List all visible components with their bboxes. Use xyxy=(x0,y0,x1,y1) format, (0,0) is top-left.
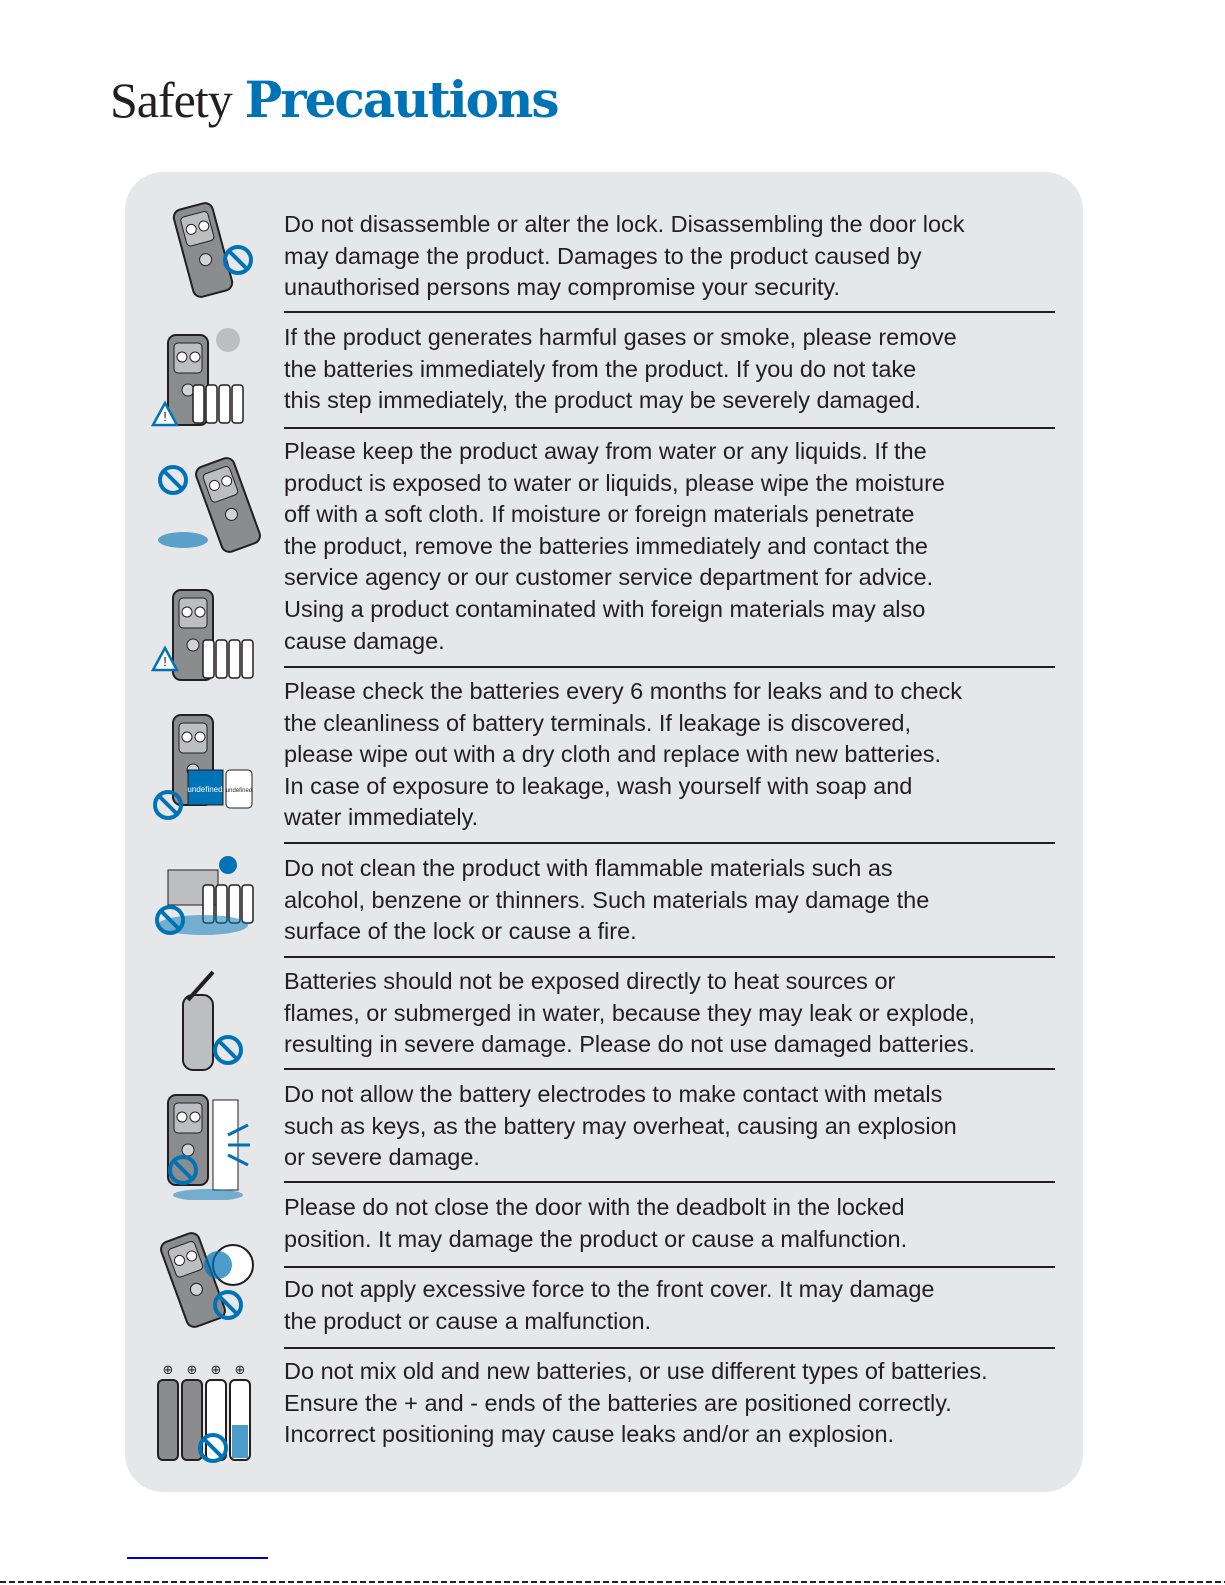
precaution-text-line: resulting in severe damage. Please do not use damaged batteries. xyxy=(284,1031,976,1058)
divider xyxy=(284,311,1055,313)
divider xyxy=(284,1068,1055,1070)
precaution-text-line: Please keep the product away from water or any liquids. If the xyxy=(284,438,927,464)
precaution-item xyxy=(284,1079,1064,1174)
precaution-text-line: the cleanliness of battery terminals. If leakage is discovered, xyxy=(284,709,911,736)
precaution-item xyxy=(284,676,1064,834)
divider xyxy=(284,427,1055,429)
precaution-text-line: unauthorised persons may compromise your security. xyxy=(284,274,840,301)
divider xyxy=(284,1266,1055,1268)
battery-metal-contact-prohibited-icon xyxy=(148,1090,263,1200)
battery-heat-prohibited-icon xyxy=(148,970,263,1080)
mixed-batteries-prohibited-icon xyxy=(148,1360,263,1470)
disassemble-prohibited-icon xyxy=(148,195,263,305)
precaution-text-line: may damage the product. Damages to the product caused by xyxy=(284,242,922,269)
battery-leak-check-icon xyxy=(148,710,263,820)
svg-text:undefined: undefined xyxy=(187,785,223,794)
flammable-cleaner-prohibited-icon xyxy=(148,850,263,960)
title-safety: Safety xyxy=(110,72,232,128)
precaution-text-line: water immediately. xyxy=(284,804,479,831)
precaution-text-line: Using a product contaminated with foreign materials may also xyxy=(284,595,926,622)
divider xyxy=(284,956,1055,958)
prohibition-icon xyxy=(160,467,186,493)
smoke-remove-batteries-icon xyxy=(148,320,263,430)
precaution-item xyxy=(284,853,1064,948)
precaution-text-line: service agency or our customer service department for advice. xyxy=(284,564,934,591)
precaution-item xyxy=(284,966,1064,1061)
precaution-text-line: the batteries immediately from the product. If you do not take xyxy=(284,355,917,382)
precaution-text-line: cause damage. xyxy=(284,627,445,654)
precaution-text-line: this step immediately, the product may be severely damaged. xyxy=(284,387,921,414)
precaution-item xyxy=(284,322,1064,417)
precaution-text-line: please wipe out with a dry cloth and replace with new batteries. xyxy=(284,741,942,768)
precaution-text-line: Do not clean the product with flammable materials such as xyxy=(284,855,893,881)
precaution-text-line: Do not apply excessive force to the front cover. It may damage xyxy=(284,1276,935,1302)
precaution-text-line: product is exposed to water or liquids, please wipe the moisture xyxy=(284,469,945,496)
precaution-text-line: surface of the lock or cause a fire. xyxy=(284,918,637,945)
svg-text:!: ! xyxy=(163,654,167,669)
precaution-text-line: Do not disassemble or alter the lock. Disassembling the door lock xyxy=(284,211,965,237)
precaution-item xyxy=(284,209,1064,304)
divider xyxy=(284,842,1055,844)
footer-line xyxy=(127,1557,268,1559)
svg-text:⊕: ⊕ xyxy=(186,1363,198,1378)
svg-text:⊕: ⊕ xyxy=(234,1363,246,1378)
deadbolt-door-prohibited-icon xyxy=(148,1225,263,1335)
precaution-item xyxy=(284,1192,1064,1255)
divider xyxy=(284,1347,1055,1349)
precaution-text-line: Batteries should not be exposed directly to heat sources or xyxy=(284,968,896,994)
prohibition-icon xyxy=(225,247,251,273)
precaution-text-line: or severe damage. xyxy=(284,1144,480,1171)
precaution-text-line: flames, or submerged in water, because they may leak or explode, xyxy=(284,999,976,1026)
divider xyxy=(284,1181,1055,1183)
svg-text:undefined: undefined xyxy=(225,788,253,794)
title-precautions: Precautions xyxy=(244,70,558,129)
precaution-text-line: the product, remove the batteries immediately and contact the xyxy=(284,532,928,559)
water-prohibited-icon xyxy=(148,455,263,565)
precaution-text-line: off with a soft cloth. If moisture or foreign materials penetrate xyxy=(284,501,915,528)
svg-text:⊕: ⊕ xyxy=(210,1363,222,1378)
precaution-text-line: position. It may damage the product or cause a malfunction. xyxy=(284,1225,908,1252)
precaution-text-line: In case of exposure to leakage, wash yourself with soap and xyxy=(284,772,913,799)
precaution-text-line: Please do not close the door with the deadbolt in the locked xyxy=(284,1194,905,1220)
water-prohibited-icon xyxy=(148,585,263,695)
precaution-item xyxy=(284,1356,1064,1451)
precaution-item xyxy=(284,436,1064,657)
page-title xyxy=(110,70,558,129)
divider xyxy=(284,666,1055,668)
precaution-text-line: If the product generates harmful gases or smoke, please remove xyxy=(284,324,957,350)
precaution-text-line: Incorrect positioning may cause leaks and/or an explosion. xyxy=(284,1421,895,1448)
svg-text:⊕: ⊕ xyxy=(162,1363,174,1378)
precaution-text-line: Ensure the + and - ends of the batteries are positioned correctly. xyxy=(284,1389,952,1416)
precaution-item xyxy=(284,1274,1064,1337)
svg-text:!: ! xyxy=(163,409,167,424)
prohibition-icon xyxy=(215,1037,241,1063)
precaution-text-line: Do not allow the battery electrodes to make contact with metals xyxy=(284,1081,943,1107)
precaution-text-line: alcohol, benzene or thinners. Such materials may damage the xyxy=(284,886,930,913)
precaution-text-line: Do not mix old and new batteries, or use different types of batteries. xyxy=(284,1358,988,1384)
precaution-text-line: Please check the batteries every 6 months for leaks and to check xyxy=(284,678,962,704)
precaution-text-line: such as keys, as the battery may overheat, causing an explosion xyxy=(284,1112,957,1139)
page-edge-dash xyxy=(0,1581,1225,1583)
precaution-text-line: the product or cause a malfunction. xyxy=(284,1307,652,1334)
